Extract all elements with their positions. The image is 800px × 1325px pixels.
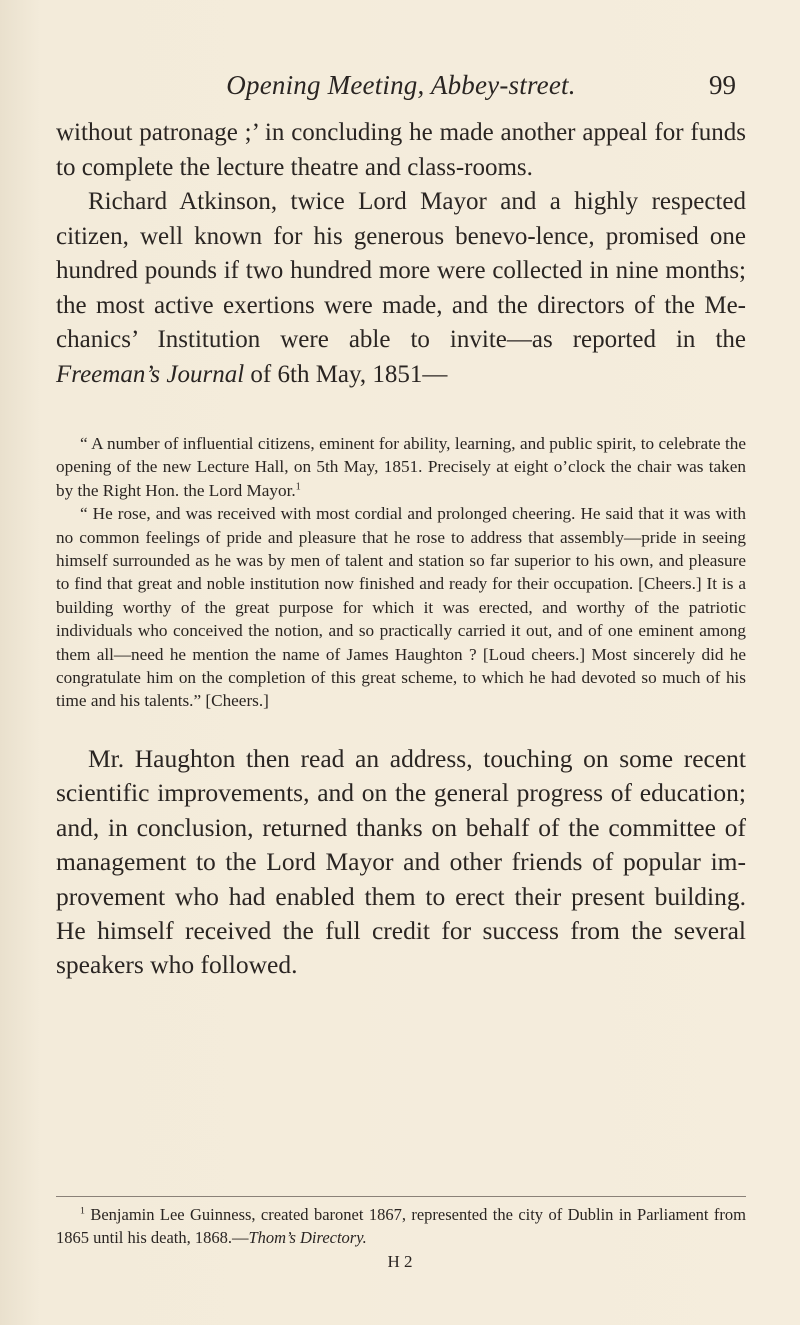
footnote-divider: [56, 1196, 746, 1197]
running-title: Opening Meeting, Abbey-street.: [226, 70, 576, 100]
quote-text-1: “ A number of influential citizens, eminent for ability, learning, and public spirit, to celebrate the opening of the new Lecture Hall, on 5th May, 1851. Precisely at eight o’clock the chair was taken by the Right Hon. the Lord Mayor.: [56, 434, 746, 500]
atkinson-paragraph: [56, 185, 746, 392]
quoted-report: [56, 432, 746, 713]
atkinson-text-end: of 6th May, 1851—: [244, 360, 448, 388]
footnote-reference: 1: [295, 481, 301, 493]
page-number: 99: [709, 70, 736, 100]
footnote: [56, 1203, 746, 1249]
quote-paragraph-1: [56, 432, 746, 502]
continuation-text: without patronage ;’ in concluding he made another appeal for funds to complete the lecture theatre and class-rooms.: [56, 119, 746, 181]
signature-mark: H 2: [387, 1252, 413, 1271]
body-paragraph-1: [56, 116, 746, 392]
haughton-paragraph: Mr. Haughton then read an address, touching on some recent scientific improvements, and on the general progress of education; and, in conclusion, returned thanks on behalf of the committee of management to the Lord Mayor and other friends of popular im-provement who had enabled them to erect their present building. He himself received the full credit for success from the several speakers who followed.: [56, 744, 746, 980]
footnote-body: Benjamin Lee Guinness, created baronet 1867, represented the city of Dublin in Parliament from 1865 until his death, 1868.—: [56, 1205, 746, 1247]
quote-paragraph-2: “ He rose, and was received with most cordial and prolonged cheering. He said that it was with no common feelings of pride and pleasure that he rose to address that assembly—pride in seeing himself surrounded as he was by men of talent and station so far superior to his own, and pleasure to find that great and noble institution now finished and ready for their occupation. [Cheers.] It is a building worthy of the great purpose for which it was erected, and worthy of the patriotic individuals who conceived the notion, and so practically carried it out, and of one eminent among them all—need he mention the name of James Haughton ? [Loud cheers.] Most sincerely did he congratulate him on the completion of this great scheme, to which he had devoted so much of his time and his talents.” [Cheers.]: [56, 504, 746, 711]
journal-title: Freeman’s Journal: [56, 360, 245, 388]
atkinson-text: Richard Atkinson, twice Lord Mayor and a highly respected citizen, well known for his generous benevo-lence, promised one hundred pounds if two hundred more were collected in nine months; the most active exertions were made, and the directors of the Me-chanics’ Institution were able to invite—as reported in the: [56, 188, 746, 353]
page-header: [56, 70, 746, 114]
footnote-source: Thom’s Directory.: [248, 1228, 367, 1247]
footnote-mark: 1: [80, 1205, 85, 1217]
footnote-text: [56, 1203, 746, 1249]
